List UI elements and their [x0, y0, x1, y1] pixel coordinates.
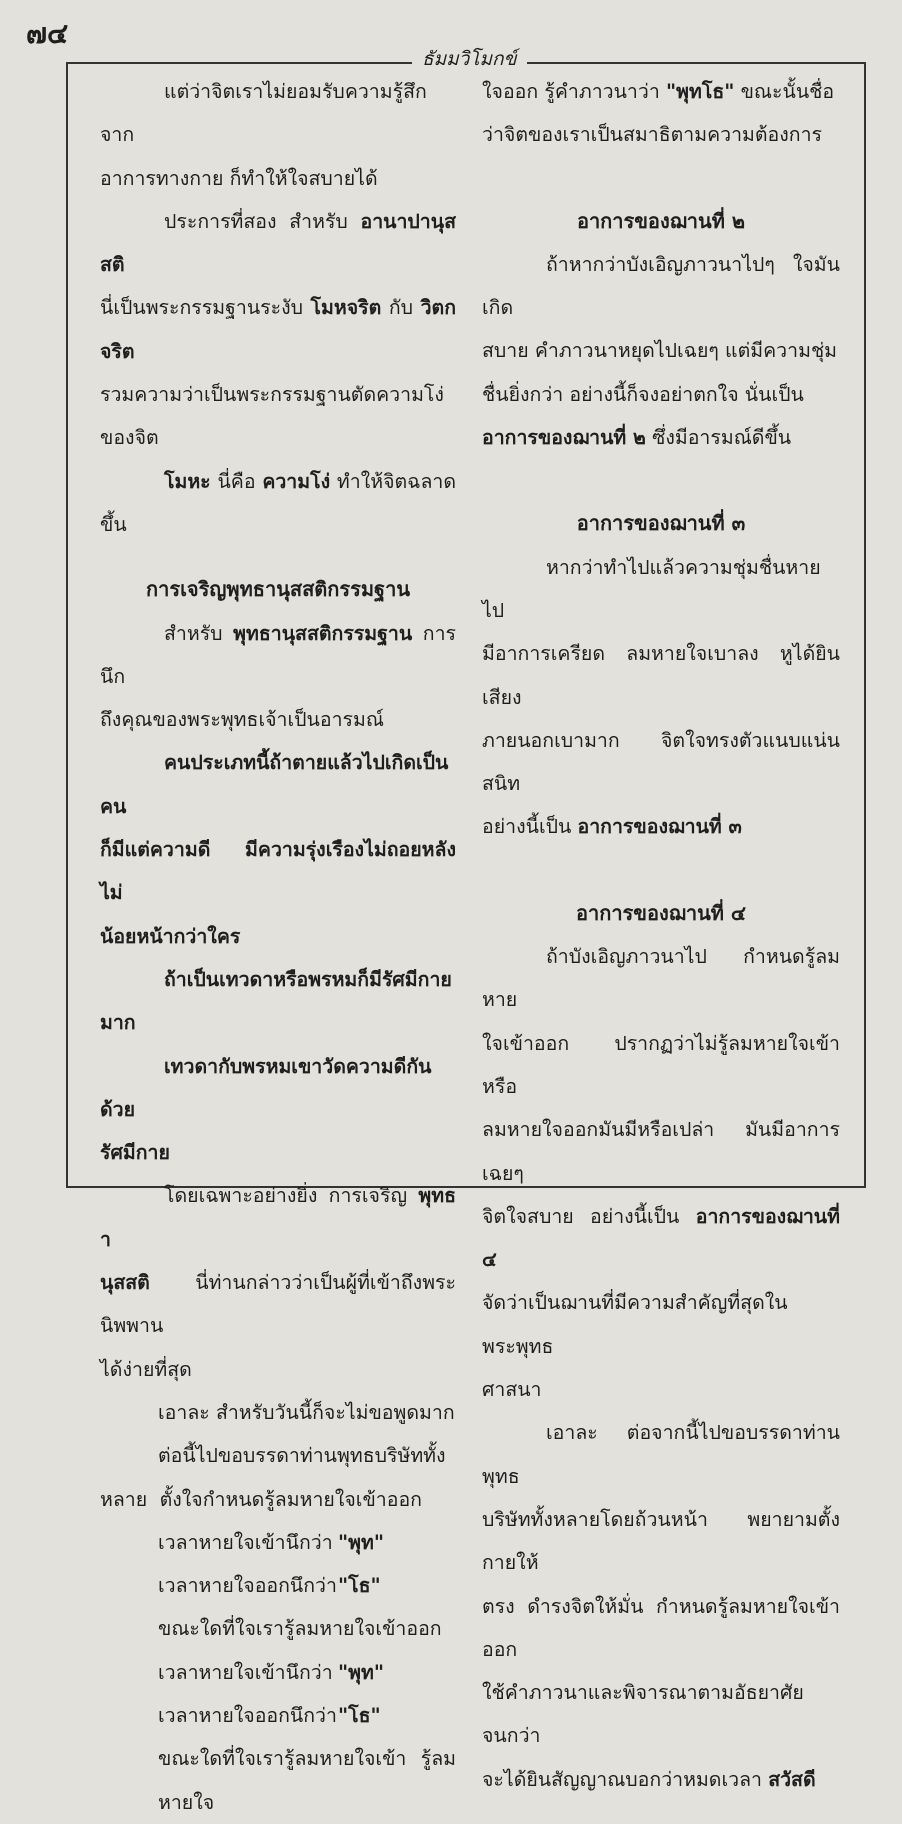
paragraph-line: อาการทางกาย ก็ทำให้ใจสบายได้ — [100, 166, 378, 190]
paragraph-line: ถึงคุณของพระพุทธเจ้าเป็นอารมณ์ — [100, 708, 384, 732]
paragraph — [100, 612, 456, 699]
term: พุทธานุสสติกรรมฐาน — [233, 621, 413, 645]
paragraph-line: บริษัททั้งหลายโดยถ้วนหน้า พยายามตั้งกายให้ — [482, 1507, 840, 1575]
text: ทำให้จิตฉลาดขึ้น — [100, 469, 457, 536]
paragraph-line: ก็มีแต่ความดี มีความรุ่งเรืองไม่ถอยหลัง ไม่ — [100, 838, 456, 905]
page-number: ๗๔ — [26, 17, 69, 50]
text: จิตใจสบาย อย่างนี้เป็น — [482, 1204, 696, 1228]
term: ความโง่ — [262, 469, 331, 493]
paragraph: หากว่าทำไปแล้วความชุ่มชื่นหายไป — [482, 555, 821, 622]
chant-line: เวลาหายใจออกนึกว่า — [158, 1703, 337, 1727]
paragraph-line — [100, 286, 456, 373]
chant-line: ขณะใดที่ใจเรารู้ลมหายใจเข้าออก — [158, 1617, 442, 1641]
term: โมหจริต — [310, 296, 382, 320]
paragraph-line: ลมหายใจออกมันมีหรือเปล่า มันมีอาการเฉยๆ — [482, 1118, 840, 1185]
paragraph-line — [482, 416, 840, 459]
paragraph-line: ศาสนา — [482, 1378, 542, 1402]
running-header: ธัมมวิโมกข์ — [412, 44, 527, 74]
chant-line: เวลาหายใจเข้านึกว่า — [158, 1660, 333, 1684]
term: อาการของฌานที่ ๒ — [482, 426, 646, 450]
paragraph-line: ต่อนี้ไปขอบรรดาท่านพุทธบริษัททั้ง — [158, 1444, 446, 1468]
paragraph-line — [100, 1478, 456, 1521]
paragraph-line: จัดว่าเป็นฌานที่มีความสำคัญที่สุดในพระพุทธ — [482, 1291, 788, 1358]
chant-line: ขณะใดที่ใจเรารู้ลมหายใจเข้า รู้ลมหายใจ — [158, 1747, 456, 1814]
text: ตั้งใจกำหนดรู้ลมหายใจเข้าออก — [159, 1487, 422, 1511]
term: วิตกจริต — [100, 296, 456, 363]
paragraph-line: ใจเข้าออก ปรากฏว่าไม่รู้ลมหายใจเข้า หรือ — [482, 1031, 840, 1098]
chant-line: เวลาหายใจเข้านึกว่า — [158, 1530, 333, 1554]
chant-line: เวลาหายใจออกนึกว่า — [158, 1574, 337, 1598]
paragraph-line: รัศมีกาย — [100, 1141, 170, 1165]
paragraph-line: รวมความว่าเป็นพระกรรมฐานตัดความโง่ของจิต — [100, 383, 444, 450]
text: การนึก — [100, 621, 456, 688]
paragraph-line — [482, 1758, 840, 1801]
text: ขณะนั้นชื่อ — [734, 80, 835, 103]
paragraph-line — [482, 805, 840, 848]
paragraph-line: เทวดากับพรหมเขาวัดความดีกันด้วย — [100, 1054, 432, 1121]
paragraph-bold: ถ้าเป็นเทวดาหรือพรหมก็มีรัศมีกายมาก — [100, 967, 452, 1035]
text: อย่างนี้เป็น — [482, 815, 578, 839]
paragraph-line: สบาย คำภาวนาหยุดไปเฉยๆ แต่มีความชุ่ม — [482, 339, 838, 363]
text: ใจออก รู้คำภาวนาว่า — [482, 80, 666, 103]
text: นี่เป็นพระกรรมฐานระงับ — [100, 296, 311, 320]
paragraph-line: ว่าจิตของเราเป็นสมาธิตามความต้องการ — [482, 123, 823, 147]
term: "พุทโธ" — [665, 80, 735, 103]
paragraph-line — [482, 1195, 840, 1282]
paragraph-line — [100, 1261, 456, 1348]
term: โมหะ — [164, 469, 211, 493]
text: กับ — [381, 296, 421, 320]
term: อาการของฌานที่ ๓ — [577, 815, 742, 839]
paragraph-line: มีอาการเครียด ลมหายใจเบาลง หูได้ยินเสียง — [482, 642, 840, 709]
text: นี่ท่านกล่าวว่าเป็นผู้ที่เข้าถึงพระนิพพาน — [100, 1271, 456, 1338]
chant-word: "โธ" — [338, 1574, 381, 1598]
paragraph: ถ้าหากว่าบังเอิญภาวนาไปๆ ใจมันเกิด — [482, 252, 840, 320]
right-column — [482, 70, 840, 1801]
term: พุทธา — [100, 1184, 456, 1251]
chant-block — [100, 1651, 456, 1738]
chant-word: "พุท" — [338, 1530, 385, 1554]
paragraph-line — [482, 70, 840, 113]
term: อาการของฌานที่ ๔ — [482, 1204, 840, 1272]
section-heading: อาการของฌานที่ ๓ — [576, 511, 746, 536]
term: นุสสติ — [100, 1271, 150, 1295]
text: โดยเฉพาะอย่างยิ่ง การเจริญ — [164, 1184, 419, 1208]
section-heading: อาการของฌานที่ ๒ — [576, 208, 746, 233]
paragraph-line: ได้ง่ายที่สุด — [100, 1357, 192, 1381]
paragraph-line: ใช้คำภาวนาและพิจารณาตามอัธยาศัย จนกว่า — [482, 1681, 804, 1748]
paragraph: แต่ว่าจิตเราไม่ยอมรับความรู้สึกจาก — [100, 80, 427, 147]
paragraph-line: ตรง ดำรงจิตให้มั่น กำหนดรู้ลมหายใจเข้าออก — [482, 1594, 840, 1661]
paragraph: เอาละ ต่อจากนี้ไปขอบรรดาท่านพุทธ — [482, 1421, 840, 1488]
paragraph-bold: คนประเภทนี้ถ้าตายแล้วไปเกิดเป็นคน — [100, 751, 449, 818]
paragraph: ถ้าบังเอิญภาวนาไป กำหนดรู้ลมหาย — [482, 945, 840, 1012]
text: ซึ่งมีอารมณ์ดีขึ้น — [645, 426, 792, 450]
paragraph-line: ชื่นยิ่งกว่า อย่างนี้ก็จงอย่าตกใจ นั่นเป็น — [482, 382, 804, 406]
term: อานาปานุสสติ — [100, 209, 456, 277]
text: จะได้ยินสัญญาณบอกว่าหมดเวลา — [482, 1767, 769, 1791]
paragraph-line — [100, 460, 456, 547]
paragraph-line: น้อยหน้ากว่าใคร — [100, 924, 241, 948]
text: นี่คือ — [210, 469, 263, 493]
chant-block — [100, 1521, 456, 1608]
paragraph — [100, 200, 456, 287]
paragraph — [100, 1174, 456, 1261]
chant-word: "พุท" — [338, 1660, 385, 1684]
section-heading: การเจริญพุทธานุสสติกรรมฐาน — [145, 577, 410, 602]
term: สวัสดี — [768, 1767, 816, 1791]
section-heading: อาการของฌานที่ ๔ — [575, 900, 747, 925]
text: หลาย — [100, 1487, 148, 1511]
chant-word: "โธ" — [338, 1703, 381, 1727]
text: สำหรับ — [164, 621, 234, 645]
paragraph-line: ภายนอกเบามาก จิตใจทรงตัวแนบแน่นสนิท — [482, 728, 840, 796]
text: ประการที่สอง สำหรับ — [164, 209, 361, 233]
paragraph: เอาละ สำหรับวันนี้ก็จะไม่ขอพูดมาก — [158, 1400, 455, 1424]
left-column — [100, 70, 456, 1824]
